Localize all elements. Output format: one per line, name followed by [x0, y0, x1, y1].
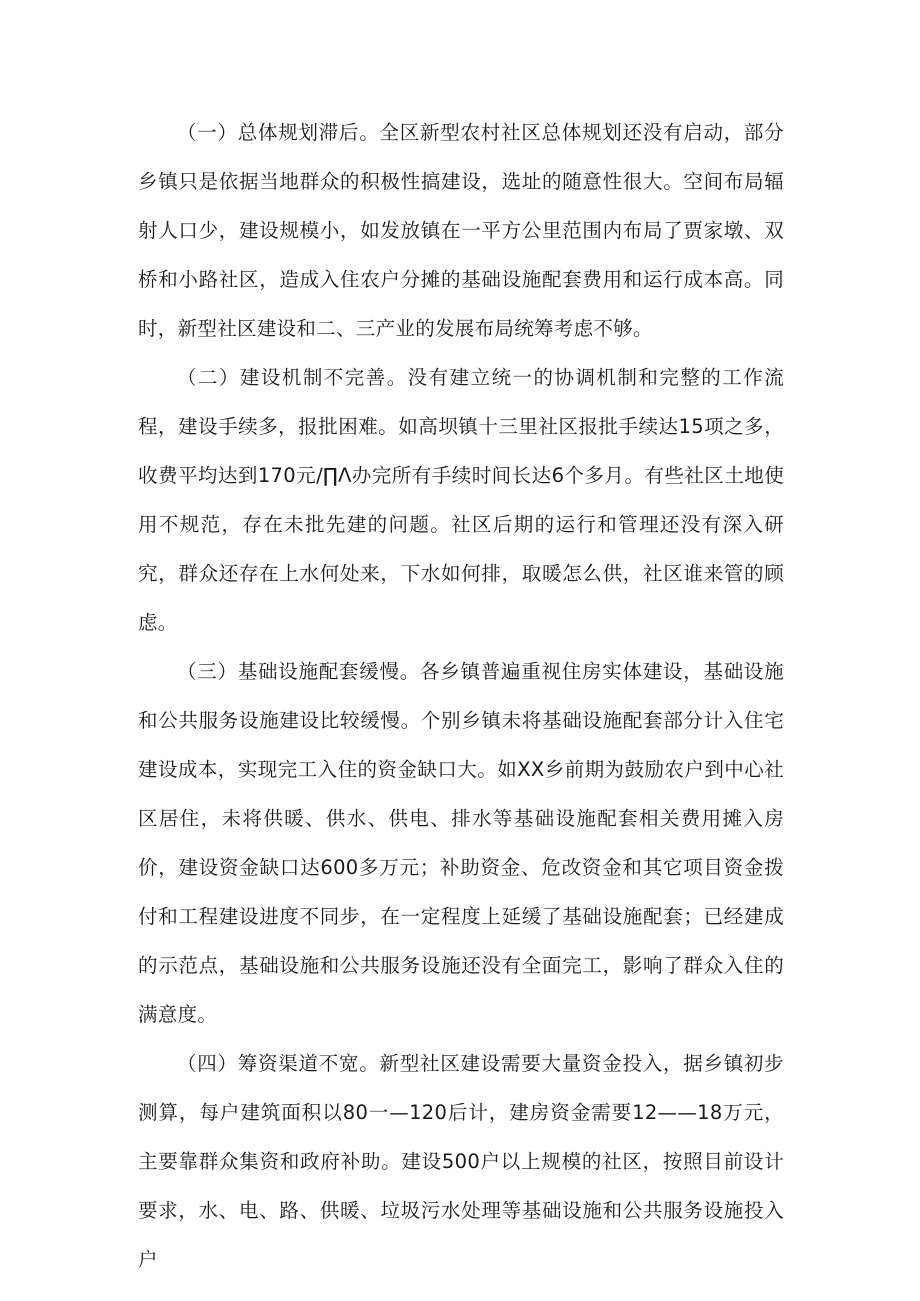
- paragraph-funding-channels: （四）筹资渠道不宽。新型社区建设需要大量资金投入，据乡镇初步测算，每户建筑面积以80一—120后计，建房资金需要12——18万元，主要靠群众集资和政府补助。建设500户以上规模的社区，按照目前设计要求，水、电、路、供暖、垃圾污水处理等基础设施和公共服务设施投入户: [138, 1052, 784, 1271]
- paragraph-infrastructure: （三）基础设施配套缓慢。各乡镇普遍重视住房实体建设，基础设施和公共服务设施建设比较缓慢。个别乡镇未将基础设施配套部分计入住宅建设成本，实现完工入住的资金缺口大。如XX乡前期为鼓励农户到中心社区居住，未将供暖、供水、供电、排水等基础设施配套相关费用摊入房价，建设资金缺口达600多万元；补助资金、危改资金和其它项目资金拨付和工程建设进度不同步，在一定程度上延缓了基础设施配套；已经建成的示范点，基础设施和公共服务设施还没有全面完工，影响了群众入住的满意度。: [138, 660, 784, 1026]
- paragraph-construction-mechanism: （二）建设机制不完善。没有建立统一的协调机制和完整的工作流程，建设手续多，报批困难。如高坝镇十三里社区报批手续达15项之多，收费平均达到170元∕∏Λ办完所有手续时间长达6个多月。有些社区土地使用不规范，存在未批先建的问题。社区后期的运行和管理还没有深入研究，群众还存在上水何处来，下水如何排，取暖怎么供，社区谁来管的顾虑。: [138, 366, 784, 634]
- paragraph-overall-planning: （一）总体规划滞后。全区新型农村社区总体规划还没有启动，部分乡镇只是依据当地群众的积极性搞建设，选址的随意性很大。空间布局辐射人口少，建设规模小，如发放镇在一平方公里范围内布局了贾家墩、双桥和小路社区，造成入住农户分摊的基础设施配套费用和运行成本高。同时，新型社区建设和二、三产业的发展布局统筹考虑不够。: [138, 121, 784, 340]
- document-body: [138, 108, 784, 1284]
